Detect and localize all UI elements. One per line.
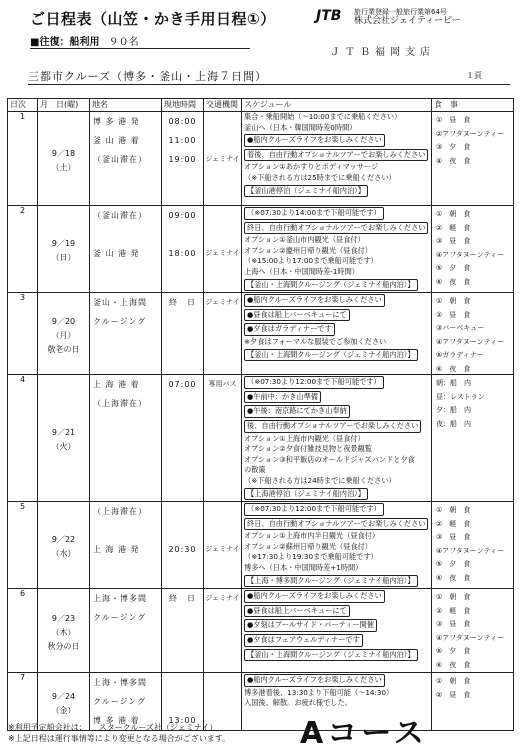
place-line: クルージング — [93, 317, 147, 327]
meal-line: ① 朝 食 — [436, 677, 471, 686]
meal-line: ① 朝 食 — [436, 593, 471, 602]
date-line: （水） — [51, 549, 76, 559]
tour-subtitle: 三都市クルーズ（博多・釜山・上海７日間） — [28, 70, 268, 83]
day-number: 6 — [19, 589, 26, 599]
time-line: 終 日 — [169, 594, 196, 604]
day-number-cell — [8, 112, 38, 206]
place-cell — [90, 502, 162, 589]
schedule-line: 集合・乗船開始（～10:00までに乗船ください） — [244, 112, 402, 121]
date-cell — [38, 112, 90, 206]
meal-line: ① 朝 食 — [436, 297, 471, 306]
place-line: 上 海 港 発 — [93, 545, 140, 555]
schedule-cell — [242, 112, 432, 206]
transport-line: ジェミナイ — [205, 594, 240, 603]
schedule-line — [242, 308, 431, 323]
place-line: 上海・博多間 — [93, 678, 147, 688]
schedule-line — [242, 390, 431, 405]
transport-cell — [204, 293, 242, 375]
date-cell — [38, 293, 90, 375]
place-cell — [90, 375, 162, 502]
transport-line — [204, 521, 241, 540]
day-row — [8, 206, 514, 293]
schedule-highlight: 【釜山港停泊（ジェミナイ船内泊）】 — [244, 185, 368, 198]
schedule-line — [242, 574, 431, 589]
time-cell — [162, 589, 204, 673]
time-line: 13:00 — [168, 716, 197, 726]
meal-line: 朝：船 内 — [436, 379, 471, 388]
schedule-highlight: 後、自由行動オプショナルツアーでお楽しみください — [244, 420, 421, 433]
meals-cell — [432, 112, 514, 206]
date-cell — [38, 589, 90, 673]
schedule-line — [242, 502, 431, 517]
time-cell — [162, 293, 204, 375]
place-cell — [90, 293, 162, 375]
agency-info — [354, 8, 461, 26]
time-line — [162, 692, 203, 711]
transport-line — [204, 502, 241, 521]
place-line: （釜山滞在） — [93, 155, 147, 164]
place-line: クルージング — [93, 613, 147, 623]
meal-line: ④ 夜 食 — [436, 156, 471, 165]
schedule-highlight: 【釜山・上海間クルージング（ジェミナイ船内泊）】 — [244, 279, 418, 292]
place-line: 博 多 港 着 — [93, 716, 140, 726]
schedule-line — [242, 589, 431, 604]
subtitle-divider — [28, 84, 510, 85]
meal-line: ② 軽 食 — [436, 519, 471, 528]
schedule-cell — [242, 206, 432, 293]
place-line: 釜山・上海間 — [93, 298, 147, 308]
time-line — [162, 673, 203, 692]
time-line: 終 日 — [169, 298, 196, 308]
schedule-line: 入国後、解散。お疲れ様でした。 — [244, 698, 352, 708]
date-line: 9／21 — [51, 428, 76, 438]
schedule-line — [242, 148, 431, 163]
meal-line: ⑥ 夜 食 — [436, 277, 471, 286]
place-cell — [90, 206, 162, 293]
transport-cell — [204, 112, 242, 206]
schedule-table — [7, 98, 514, 731]
day-number-cell — [8, 293, 38, 375]
schedule-cell — [242, 375, 432, 502]
schedule-line — [242, 618, 431, 633]
transport-cell — [204, 589, 242, 673]
time-line — [162, 502, 203, 521]
date-line: 9／24 — [51, 691, 76, 701]
schedule-line — [242, 293, 431, 308]
meal-line: ③ 夕 食 — [436, 143, 471, 151]
meal-line: ④アフタヌーンティー — [436, 546, 505, 555]
day-number-cell — [8, 206, 38, 293]
meal-line: ① 朝 食 — [436, 506, 471, 515]
time-cell — [162, 206, 204, 293]
schedule-line — [242, 278, 431, 293]
time-line: 09:00 — [168, 211, 197, 220]
meal-line: ④アフタヌーンティー — [436, 633, 505, 642]
day-number: 4 — [19, 375, 26, 385]
time-line — [162, 225, 203, 244]
place-line — [90, 521, 161, 540]
place-line: （釜山滞在） — [93, 211, 147, 220]
schedule-line — [242, 221, 431, 236]
col-time: 現地時間 — [162, 99, 204, 112]
schedule-line — [242, 604, 431, 619]
schedule-line — [242, 184, 431, 199]
date-line: （金） — [51, 705, 76, 715]
transport-line: ジェミナイ — [205, 155, 240, 163]
meal-line: ⑥ 夜 食 — [436, 660, 471, 669]
schedule-highlight: （※07:30より14:00まで下船可能です） — [244, 207, 384, 220]
place-line — [90, 225, 161, 244]
day-number-cell — [8, 502, 38, 589]
schedule-cell — [242, 502, 432, 589]
date-line: 9／23 — [51, 613, 76, 623]
transport-line: ジェミナイ — [205, 298, 240, 307]
schedule-line — [242, 633, 431, 648]
date-line: 9／20 — [51, 316, 76, 326]
schedule-line — [242, 404, 431, 419]
meals-cell — [432, 293, 514, 375]
document-title: ご日程表（山笠・かき手用日程①） — [30, 10, 276, 28]
col-meals: 食 事 — [432, 99, 514, 112]
schedule-highlight: ●船内クルーズライフをお楽しみください — [244, 590, 385, 603]
day-number: 7 — [19, 673, 26, 683]
schedule-highlight: ●船内クルーズライフをお楽しみください — [244, 294, 385, 307]
meal-line: ② 軽 食 — [436, 606, 471, 615]
time-line: 18:00 — [168, 249, 197, 258]
place-line: 上 海 港 着 — [93, 380, 140, 390]
meal-line: 昼：レストラン — [436, 392, 485, 401]
transport-line: ジェミナイ — [205, 545, 240, 554]
place-line: （上海滞在） — [93, 507, 147, 517]
transport-cell — [204, 206, 242, 293]
page-number: １頁 — [466, 71, 482, 80]
meal-line: ②アフタヌーンティー — [436, 129, 505, 138]
meal-line: ⑤ 夕 食 — [436, 647, 471, 656]
travel-label: ■往復：船利用 — [30, 37, 100, 48]
schedule-line: ※夕食はフォーマルな服装でご参加ください — [244, 336, 387, 346]
schedule-line: 博多へ（日本・中国間時差+1時間） — [244, 563, 363, 573]
date-line: （火） — [51, 442, 76, 452]
schedule-highlight: ●午後：南京路にてかき山奉納 — [244, 405, 350, 418]
schedule-highlight: 【釜山・上海間クルージング（ジェミナイ船内泊）】 — [244, 649, 418, 662]
schedule-line — [242, 517, 431, 532]
schedule-cell — [242, 293, 432, 375]
meal-line: 夜：船 内 — [436, 419, 471, 428]
transport-line — [204, 225, 241, 244]
time-cell — [162, 502, 204, 589]
schedule-line — [242, 348, 431, 363]
schedule-highlight: ●夕食はガラディナーです — [244, 323, 335, 336]
schedule-line — [242, 419, 431, 434]
schedule-highlight: 終日、自由行動オプショナルツアーでお楽しみください — [244, 518, 428, 531]
schedule-line: 釜山へ（日本・韓国間時差0時間） — [244, 122, 357, 132]
schedule-line: の散策 — [244, 465, 266, 475]
time-line: 19:00 — [168, 155, 197, 164]
schedule-highlight: ●夕食はフェアウェルディナーです — [244, 634, 363, 647]
time-line: 07:00 — [168, 380, 197, 390]
transport-cell — [204, 502, 242, 589]
schedule-line: 博多港着後、13:30より下船可能（～14:30） — [244, 687, 394, 697]
col-date: 月 日(曜) — [38, 99, 90, 112]
meal-line: ② 昼 食 — [436, 310, 471, 319]
schedule-line: オプション③和平飯店のオールドジャズバンドと夕食 — [244, 454, 415, 464]
schedule-highlight: （※07:30より12:00まで下船可能です） — [244, 376, 384, 389]
day-row — [8, 375, 514, 502]
transport-line — [204, 112, 241, 131]
branch-name: ＪＴＢ福岡支店 — [330, 47, 435, 58]
schedule-highlight: ●昼食は船上バーベキューにて — [244, 309, 350, 322]
place-cell — [90, 112, 162, 206]
schedule-line: （※15:00より17:00まで乗船可能です） — [244, 256, 378, 266]
schedule-line: オプション②夕食付雑技見物と夜景観覧 — [244, 444, 372, 454]
date-cell — [38, 206, 90, 293]
place-line: 上海・博多間 — [93, 594, 147, 604]
day-row — [8, 589, 514, 673]
meal-line: ② 昼 食 — [436, 690, 471, 699]
col-place: 地名 — [90, 99, 162, 112]
date-cell — [38, 502, 90, 589]
transport-line: 専用バス — [208, 380, 237, 389]
meal-line: ⑤ 夕 食 — [436, 264, 471, 272]
date-line: （日） — [51, 253, 76, 263]
date-line: （木） — [51, 627, 76, 637]
schedule-line — [242, 648, 431, 663]
jtb-logo: JTB — [316, 8, 342, 24]
footer-notes — [8, 722, 230, 744]
meal-line: ② 軽 食 — [436, 223, 471, 232]
meals-cell — [432, 589, 514, 673]
schedule-line: 上海へ（日本・中国間時差-1時間） — [244, 266, 359, 276]
schedule-line — [242, 375, 431, 390]
place-cell — [90, 589, 162, 673]
date-line: （月） — [51, 330, 76, 340]
schedule-highlight: 【釜山・上海間クルージング（ジェミナイ船内泊）】 — [244, 349, 418, 362]
date-line: 9／18 — [51, 148, 76, 158]
schedule-line: オプション①あかすりとボディマッサージ — [244, 162, 379, 172]
meals-cell — [432, 502, 514, 589]
date-line: 秋分の日 — [47, 641, 80, 651]
schedule-line: オプション①上海市内半日観光（昼食付） — [244, 531, 380, 541]
time-line: 08:00 — [168, 117, 197, 126]
day-number-cell — [8, 589, 38, 673]
schedule-line: オプション②慶州日帰り観光（昼食付） — [244, 245, 372, 255]
col-transport: 交通機関 — [204, 99, 242, 112]
schedule-line — [242, 133, 431, 148]
meals-cell — [432, 375, 514, 502]
schedule-highlight: ●船内クルーズライフをお楽しみください — [244, 134, 385, 147]
schedule-highlight: ●午前中：かき山準備 — [244, 391, 321, 404]
meal-line: ① 朝 食 — [436, 210, 471, 218]
travel-info — [30, 33, 139, 48]
day-number: 1 — [19, 112, 26, 121]
day-number: 3 — [19, 293, 26, 303]
place-line: （上海滞在） — [93, 399, 147, 409]
transport-line — [204, 206, 241, 225]
col-day: 日次 — [8, 99, 38, 112]
place-line: 釜 山 港 着 — [93, 136, 140, 145]
schedule-highlight: 着後、自由行動オプショナルツアーでお楽しみください — [244, 149, 428, 162]
schedule-line — [242, 322, 431, 337]
schedule-line: オプション①上海市内観光（昼食付） — [244, 433, 365, 443]
meal-line: 夕：船 内 — [436, 406, 471, 415]
date-line: 敬老の日 — [47, 344, 80, 354]
schedule-highlight: ●船内クルーズライフをお楽しみください — [244, 674, 385, 687]
meal-line: ③ 昼 食 — [436, 237, 471, 245]
agency-registration: 旅行業登録一般旅行業第64号 — [354, 8, 447, 16]
meal-line: ④アフタヌーンティー — [436, 337, 505, 346]
time-cell — [162, 375, 204, 502]
day-row — [8, 293, 514, 375]
schedule-line — [242, 673, 431, 688]
day-row — [8, 502, 514, 589]
schedule-line — [242, 487, 431, 502]
date-line: 9／22 — [51, 535, 76, 545]
schedule-line: （※下船される方は25時までに乗船ください） — [244, 172, 396, 182]
table-header-row — [8, 99, 514, 112]
footer-note-ship: ※利用予定船会社は： スタークルーズ社（ジェミナイ） — [8, 723, 218, 732]
schedule-line: （※17:30より19:30まで乗船可能です） — [244, 552, 378, 562]
day-number-cell — [8, 375, 38, 502]
schedule-highlight: 終日、自由行動オプショナルツアーでお楽しみください — [244, 222, 428, 235]
party-size: ９０名 — [108, 37, 139, 48]
footer-note-change: ※上記日程は運行事情等により変更となる場合がございます。 — [8, 734, 231, 743]
meal-line: ③ 昼 食 — [436, 533, 471, 542]
meal-line: ⑥ 夜 食 — [436, 364, 471, 373]
schedule-highlight: 【上海港停泊（ジェミナイ船内泊）】 — [244, 488, 368, 501]
schedule-line: オプション②蘇州日帰り観光（昼食付） — [244, 541, 372, 551]
day-number: 5 — [19, 502, 26, 512]
title-divider — [30, 48, 250, 49]
course-label: Aコース — [300, 716, 428, 751]
schedule-line — [242, 206, 431, 221]
agency-name: 株式会社ジェイティービー — [354, 16, 461, 26]
date-cell — [38, 375, 90, 502]
meal-line: ① 昼 食 — [436, 116, 471, 124]
time-line: 20:30 — [168, 545, 197, 555]
time-line — [162, 521, 203, 540]
schedule-highlight: （※07:30より12:00まで下船可能です） — [244, 503, 384, 516]
meal-line: ⑤ 夕 食 — [436, 560, 471, 569]
transport-cell — [204, 375, 242, 502]
meals-cell — [432, 206, 514, 293]
schedule-cell — [242, 589, 432, 673]
meals-cell — [432, 673, 514, 731]
meal-line: ③ 昼 食 — [436, 620, 471, 629]
transport-line — [204, 131, 241, 150]
time-line: 11:00 — [168, 136, 197, 145]
date-line: （土） — [51, 162, 76, 172]
meal-line: ⑥ 夜 食 — [436, 573, 471, 582]
place-line: 博 多 港 発 — [93, 117, 140, 126]
place-line: クルージング — [93, 697, 147, 707]
schedule-line: オプション①釜山市内観光（昼食付） — [244, 235, 365, 245]
schedule-line: （※下船される方は24時までに乗船ください） — [244, 475, 396, 485]
transport-line: ジェミナイ — [205, 249, 240, 257]
schedule-highlight: 【上海・博多間クルージング（ジェミナイ船内泊）】 — [244, 575, 418, 588]
meal-line: ④アフタヌーンティー — [436, 250, 505, 259]
meal-line: ③バーベキュー — [436, 324, 485, 333]
schedule-highlight: ●夕刻はプールサイド・パーティー開催 — [244, 619, 377, 632]
place-line: 釜 山 港 発 — [93, 249, 140, 258]
time-cell — [162, 112, 204, 206]
meal-line: ⑤ガラディナー — [436, 351, 484, 360]
col-schedule: スケジュール — [242, 99, 432, 112]
schedule-highlight: ●昼食は船上バーベキューにて — [244, 605, 350, 618]
day-row — [8, 112, 514, 206]
day-number: 2 — [19, 206, 26, 215]
date-line: 9／19 — [51, 239, 76, 249]
